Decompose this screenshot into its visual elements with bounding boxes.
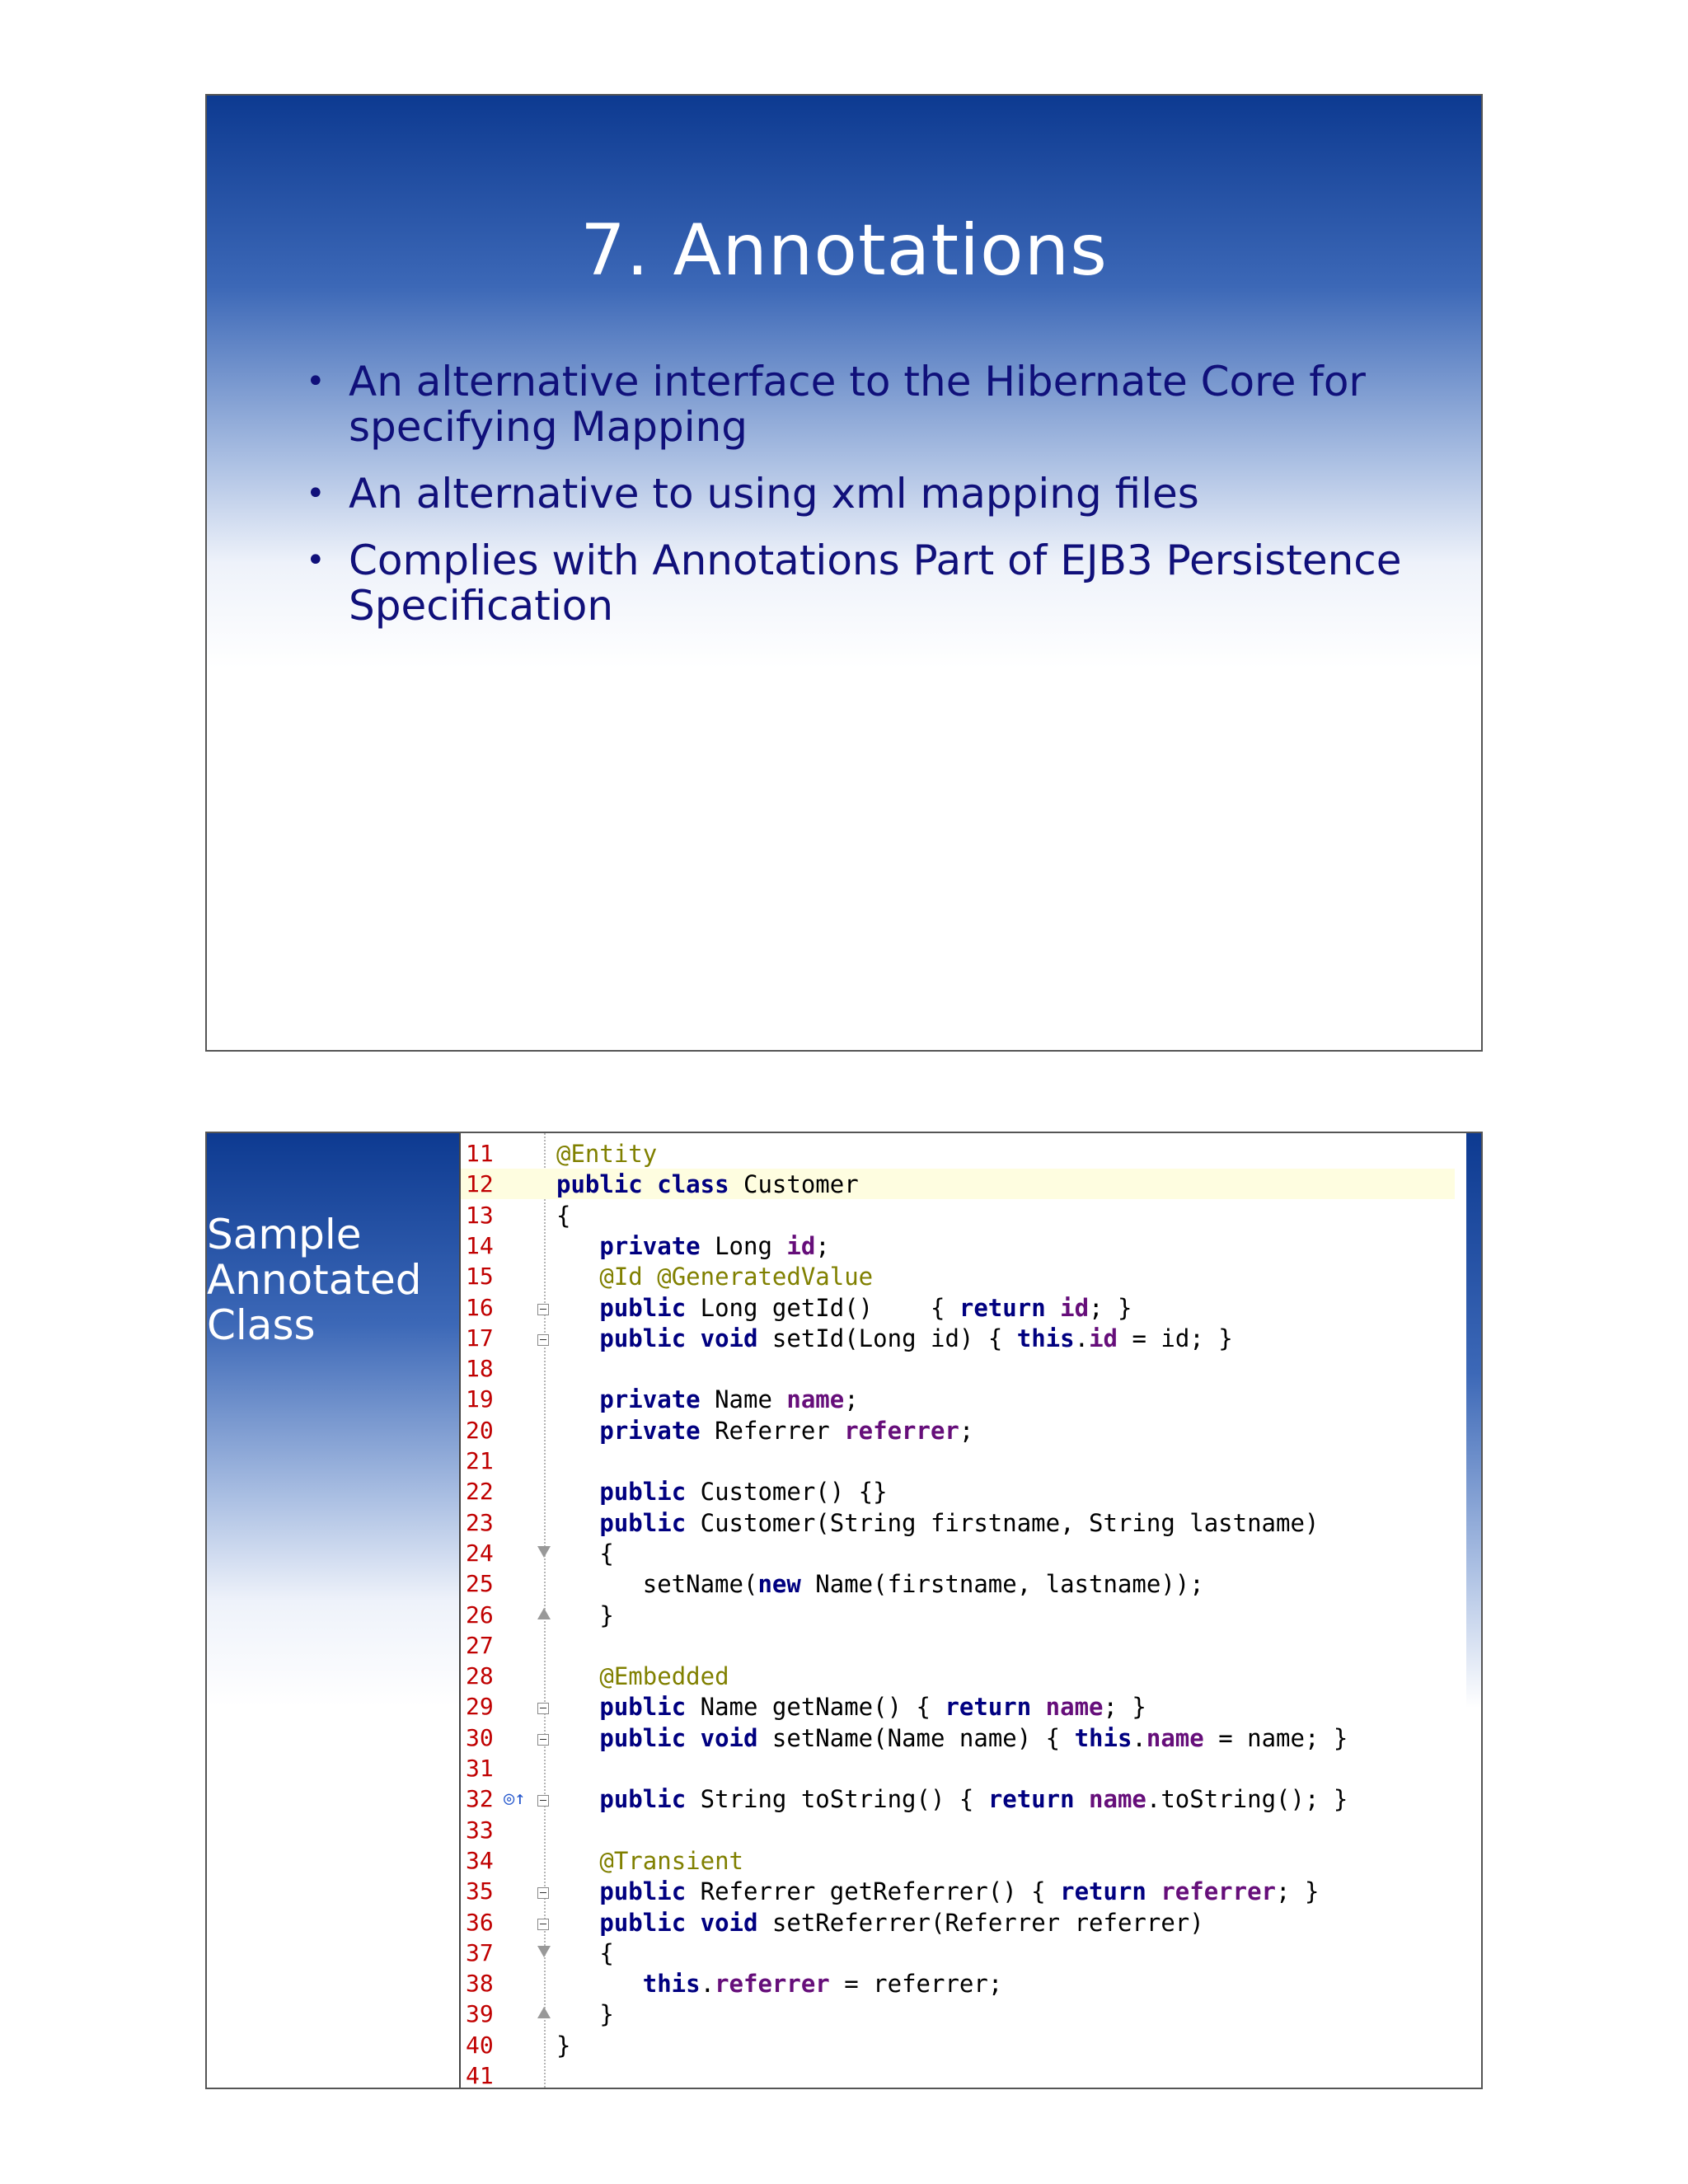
- code-field: referrer: [844, 1416, 959, 1445]
- line-number: 36: [466, 1908, 494, 1936]
- code-text: [556, 1324, 1233, 1352]
- code-field: name: [1045, 1693, 1104, 1722]
- code-keyword: public: [599, 1478, 687, 1507]
- code-token: }: [556, 2031, 571, 2060]
- code-line[interactable]: [461, 1907, 1455, 1938]
- line-number: 14: [466, 1231, 494, 1259]
- code-line[interactable]: [461, 1815, 1455, 1845]
- bullet-item: [306, 538, 1432, 629]
- fold-toggle-icon[interactable]: [537, 1887, 549, 1899]
- fold-end-icon[interactable]: [537, 1608, 551, 1619]
- line-number: 13: [466, 1201, 494, 1229]
- code-field: id: [1089, 1324, 1118, 1352]
- code-text: [556, 1785, 1348, 1813]
- code-text: [556, 1662, 729, 1690]
- code-token: .: [1132, 1723, 1146, 1752]
- code-line[interactable]: [461, 1230, 1455, 1261]
- code-field: id: [1060, 1293, 1090, 1322]
- code-token: Referrer getReferrer() {: [686, 1877, 1061, 1906]
- code-line[interactable]: [461, 1138, 1455, 1169]
- code-token: String toString() {: [686, 1785, 988, 1814]
- code-keyword: public: [599, 1693, 687, 1722]
- code-keyword: class: [657, 1170, 729, 1199]
- code-token: [556, 1232, 599, 1260]
- bullet-dot-icon: •: [306, 363, 326, 401]
- fold-toggle-icon[interactable]: [537, 1734, 549, 1746]
- line-number: 21: [466, 1447, 494, 1474]
- code-token: [556, 1263, 599, 1291]
- code-line[interactable]: [461, 1568, 1455, 1599]
- code-text: [556, 1724, 1348, 1752]
- code-field: referrer: [1160, 1877, 1277, 1906]
- code-token: Referrer: [700, 1416, 845, 1445]
- code-token: = name; }: [1203, 1723, 1348, 1752]
- line-number: 34: [466, 1846, 494, 1874]
- code-line[interactable]: [461, 1876, 1455, 1906]
- code-token: {: [556, 1539, 614, 1568]
- code-token: setReferrer(Referrer referrer): [757, 1908, 1204, 1937]
- line-number: 30: [466, 1723, 494, 1751]
- slide-annotations: [205, 94, 1483, 1052]
- code-line[interactable]: [461, 1968, 1455, 1999]
- code-text: [556, 1294, 1132, 1322]
- code-token: {: [556, 1938, 614, 1967]
- code-token: [556, 1785, 599, 1813]
- line-number: 28: [466, 1662, 494, 1690]
- fold-start-icon[interactable]: [537, 1946, 551, 1957]
- code-keyword: public: [599, 1877, 687, 1906]
- line-number: 22: [466, 1478, 494, 1506]
- code-token: Customer: [729, 1170, 859, 1199]
- fold-start-icon[interactable]: [537, 1546, 551, 1558]
- code-field: id: [786, 1231, 816, 1260]
- code-token: ;: [815, 1231, 830, 1260]
- code-keyword: void: [700, 1908, 758, 1937]
- bullet-item: [306, 471, 1432, 517]
- code-token: setId(Long id) {: [757, 1324, 1017, 1352]
- code-token: [686, 1909, 700, 1937]
- code-line[interactable]: [461, 1507, 1455, 1538]
- code-token: [686, 1724, 700, 1752]
- fold-end-icon[interactable]: [537, 2007, 551, 2018]
- code-token: .: [1074, 1324, 1090, 1352]
- code-text: [556, 1263, 873, 1291]
- code-line[interactable]: [461, 1661, 1455, 1691]
- code-line[interactable]: [461, 1691, 1455, 1722]
- code-line[interactable]: [461, 1476, 1455, 1507]
- code-line[interactable]: [461, 2030, 1455, 2060]
- code-keyword: public: [599, 1908, 687, 1937]
- code-token: [556, 1662, 599, 1690]
- code-field: name: [1146, 1723, 1204, 1752]
- code-token: setName(Name name) {: [757, 1723, 1075, 1752]
- code-token: [556, 1478, 599, 1506]
- code-line[interactable]: [461, 1630, 1455, 1661]
- code-line[interactable]: [461, 1353, 1455, 1384]
- code-text: [556, 1140, 657, 1168]
- code-token: [556, 1509, 599, 1537]
- code-field: referrer: [715, 1970, 830, 1999]
- code-keyword: void: [700, 1324, 758, 1352]
- slide-title: 7. Annotations: [580, 209, 1108, 292]
- code-keyword: return: [945, 1693, 1032, 1722]
- code-keyword: private: [599, 1385, 701, 1414]
- code-keyword: private: [599, 1416, 701, 1445]
- line-number: 16: [466, 1293, 494, 1321]
- code-token: [556, 1909, 599, 1937]
- code-token: [556, 1970, 643, 1998]
- code-keyword: this: [1074, 1723, 1132, 1752]
- fold-toggle-icon[interactable]: [537, 1334, 549, 1346]
- code-line[interactable]: [461, 1261, 1455, 1291]
- code-line[interactable]: [461, 1845, 1455, 1876]
- line-number: 38: [466, 1970, 494, 1998]
- code-token: Long: [700, 1231, 787, 1260]
- code-text: [556, 1478, 888, 1506]
- code-text: [556, 1570, 1204, 1598]
- bullet-dot-icon: •: [306, 541, 326, 579]
- code-token: [556, 1294, 599, 1322]
- line-number: 27: [466, 1631, 494, 1659]
- code-line[interactable]: [461, 1415, 1455, 1446]
- code-editor[interactable]: [459, 1133, 1470, 2089]
- code-text: [556, 1693, 1146, 1721]
- line-number: 18: [466, 1355, 494, 1383]
- line-number: 23: [466, 1508, 494, 1536]
- code-annotation: @Transient: [599, 1846, 743, 1875]
- code-token: }: [556, 2000, 614, 2029]
- code-keyword: public: [599, 1293, 687, 1322]
- bullet-text: An alternative to using xml mapping files: [349, 470, 1199, 518]
- code-token: Name(firstname, lastname));: [800, 1570, 1204, 1599]
- fold-toggle-icon[interactable]: [537, 1795, 549, 1807]
- code-line[interactable]: [461, 1783, 1455, 1814]
- code-token: Customer(String firstname, String lastname): [686, 1508, 1320, 1537]
- code-keyword: public: [599, 1785, 687, 1814]
- code-line[interactable]: [461, 1292, 1455, 1323]
- code-line[interactable]: [461, 1446, 1455, 1476]
- code-keyword: public: [599, 1723, 687, 1752]
- line-number: 17: [466, 1324, 494, 1352]
- bullet-list: [306, 359, 1432, 650]
- code-text: [556, 1202, 570, 1230]
- line-number: 32: [466, 1785, 494, 1813]
- code-token: ; }: [1103, 1693, 1146, 1722]
- code-line[interactable]: [461, 1753, 1455, 1783]
- code-token: Name getName() {: [686, 1693, 945, 1722]
- code-text: [556, 1939, 614, 1967]
- code-keyword: public: [599, 1508, 687, 1537]
- code-line[interactable]: [461, 2060, 1455, 2089]
- line-number: 31: [466, 1755, 494, 1782]
- code-text: [556, 1170, 859, 1198]
- code-token: ; }: [1276, 1877, 1320, 1906]
- code-token: [556, 1385, 599, 1413]
- code-keyword: return: [959, 1293, 1046, 1322]
- code-text: [556, 1970, 1002, 1998]
- code-keyword: void: [700, 1723, 758, 1752]
- line-number: 19: [466, 1385, 494, 1413]
- bullet-text: An alternative interface to the Hibernate Core for specifying Mapping: [349, 358, 1366, 451]
- code-line[interactable]: [461, 1169, 1455, 1199]
- code-line[interactable]: [461, 1200, 1455, 1230]
- code-token: }: [556, 1601, 614, 1629]
- code-text: [556, 2032, 570, 2060]
- slide-sample-class: [205, 1132, 1483, 2089]
- code-token: = id; }: [1117, 1324, 1233, 1352]
- code-text: [556, 2000, 614, 2028]
- line-number: 20: [466, 1416, 494, 1444]
- code-keyword: return: [1060, 1877, 1146, 1906]
- bullet-text: Complies with Annotations Part of EJB3 Persistence Specification: [349, 537, 1402, 630]
- code-keyword: public: [556, 1170, 643, 1199]
- code-token: [556, 1417, 599, 1445]
- code-token: Long getId() {: [686, 1293, 959, 1322]
- code-token: [556, 1724, 599, 1752]
- code-token: [556, 1693, 599, 1721]
- line-number: 11: [466, 1140, 494, 1167]
- code-token: .toString(); }: [1146, 1785, 1348, 1814]
- slide-side-label: Sample Annotated Class: [207, 1211, 422, 1349]
- code-token: {: [556, 1201, 571, 1230]
- line-number: 33: [466, 1816, 494, 1844]
- code-text: [556, 1540, 614, 1568]
- code-token: [1046, 1294, 1060, 1322]
- line-number: 39: [466, 2000, 494, 2028]
- code-field: name: [786, 1385, 845, 1414]
- code-line[interactable]: [461, 1938, 1455, 1968]
- override-marker-icon[interactable]: ◎↑: [504, 1788, 526, 1810]
- code-token: [1146, 1877, 1160, 1905]
- fold-toggle-icon[interactable]: [537, 1919, 549, 1930]
- fold-toggle-icon[interactable]: [537, 1304, 549, 1315]
- code-token: [556, 1324, 599, 1352]
- code-text: [556, 1601, 614, 1629]
- bullet-item: [306, 359, 1432, 450]
- code-line[interactable]: [461, 1384, 1455, 1414]
- line-number: 40: [466, 2031, 494, 2059]
- code-keyword: private: [599, 1231, 701, 1260]
- code-line[interactable]: [461, 1538, 1455, 1568]
- line-number: 25: [466, 1570, 494, 1598]
- code-keyword: new: [757, 1570, 801, 1599]
- code-token: ;: [959, 1416, 974, 1445]
- line-number: 29: [466, 1693, 494, 1721]
- code-text: [556, 1847, 743, 1875]
- code-token: Name: [700, 1385, 787, 1414]
- line-number: 26: [466, 1601, 494, 1629]
- code-token: [643, 1170, 657, 1198]
- code-text: [556, 1877, 1319, 1905]
- code-text: [556, 1909, 1204, 1937]
- code-text: [556, 1232, 830, 1260]
- code-line[interactable]: [461, 1600, 1455, 1630]
- code-token: [1031, 1693, 1045, 1721]
- scrollbar[interactable]: [1466, 1133, 1481, 2089]
- code-token: setName(: [556, 1570, 758, 1599]
- code-token: [556, 1877, 599, 1905]
- line-number: 24: [466, 1539, 494, 1567]
- code-field: name: [1089, 1785, 1146, 1814]
- code-text: [556, 1385, 859, 1413]
- code-line[interactable]: [461, 1722, 1455, 1753]
- code-keyword: this: [642, 1970, 701, 1999]
- code-annotation: @Id @GeneratedValue: [599, 1263, 874, 1291]
- code-text: [556, 1417, 973, 1445]
- code-token: Customer() {}: [686, 1478, 888, 1507]
- code-token: .: [700, 1970, 715, 1999]
- line-number: 15: [466, 1263, 494, 1291]
- code-annotation: @Embedded: [599, 1662, 729, 1691]
- fold-toggle-icon[interactable]: [537, 1703, 549, 1714]
- code-token: [556, 1847, 599, 1875]
- code-keyword: return: [987, 1785, 1075, 1814]
- bullet-dot-icon: •: [306, 475, 326, 513]
- code-token: ; }: [1089, 1293, 1132, 1322]
- code-token: [1075, 1785, 1089, 1813]
- code-line[interactable]: [461, 1323, 1455, 1353]
- code-token: [686, 1324, 700, 1352]
- code-token: ;: [844, 1385, 859, 1414]
- line-number: 35: [466, 1877, 494, 1905]
- line-number: 37: [466, 1938, 494, 1966]
- code-text: [556, 1509, 1319, 1537]
- code-keyword: this: [1016, 1324, 1075, 1352]
- line-number: 12: [466, 1170, 494, 1198]
- code-line[interactable]: [461, 1999, 1455, 2029]
- code-annotation: @Entity: [556, 1140, 658, 1168]
- code-token: = referrer;: [829, 1970, 1003, 1999]
- line-number: 41: [466, 2062, 494, 2089]
- code-keyword: public: [599, 1324, 687, 1352]
